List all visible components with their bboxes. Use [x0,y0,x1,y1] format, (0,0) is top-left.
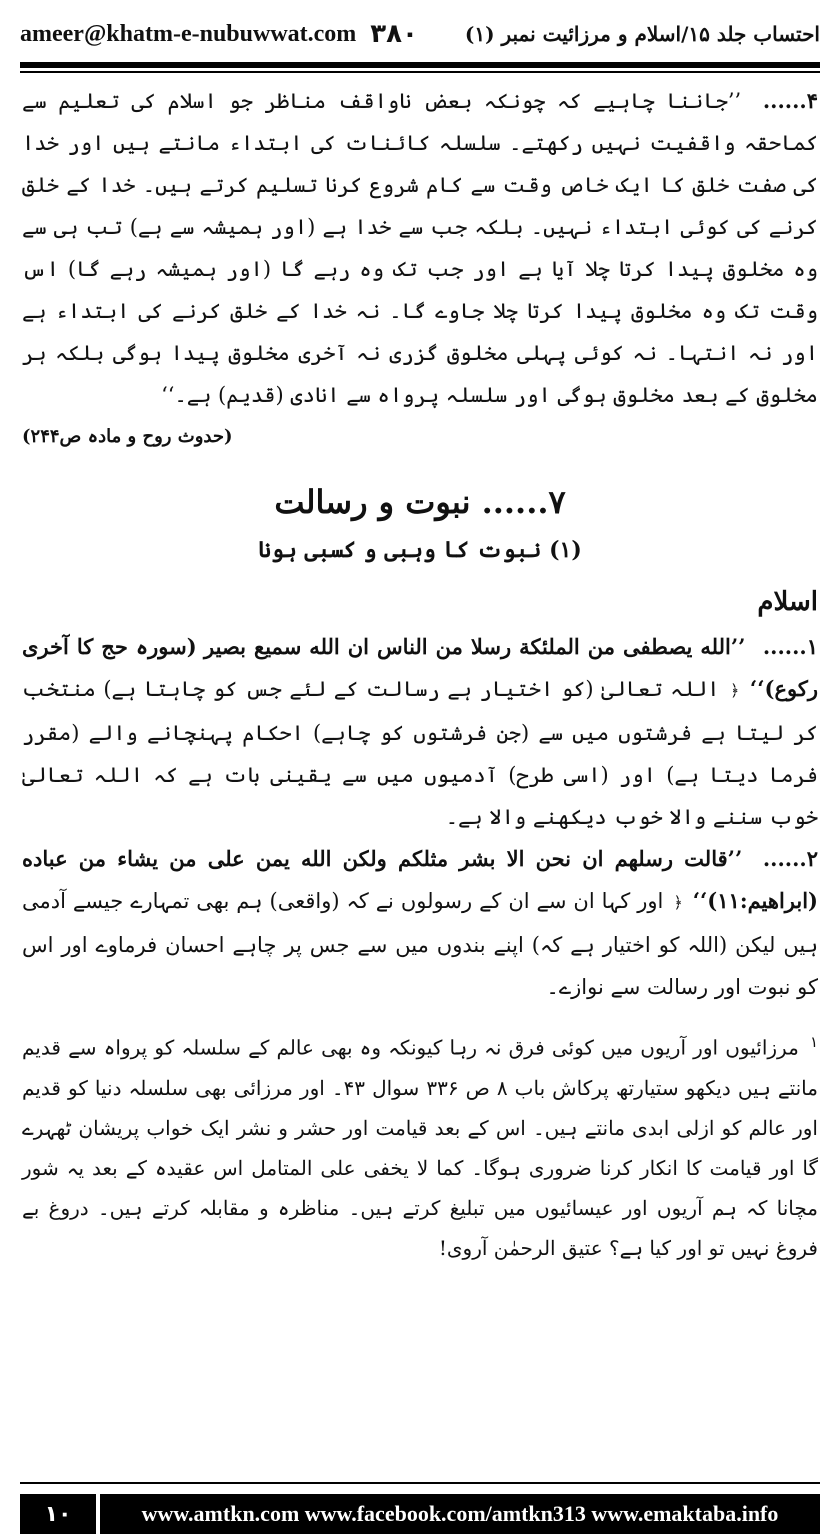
header-rule-thick [20,62,820,68]
item-1-arabic: ’’الله یصطفی من الملئكة رسلا من الناس ان الله سمیع بصیر [204,634,746,659]
section-subtitle: (۱) نبوت کا وہبی و کسبی ہونا [258,537,582,563]
quote-citation: (حدوث روح و مادہ ص۲۴۴) [22,426,233,447]
page-header [20,10,820,58]
quote-text: ’’جاننا چاہیے کہ چونکہ بعض ناواقف مناظر جو اسلام کی تعلیم سے کماحقہ واقفیت نہیں رکھتے۔ سلسلہ کائنات کی ابتداء مانتے ہیں اور خدا کی صفت خلق کا ایک خاص وقت سے کام شروع کرنا تسلیم کرتے ہیں۔ خدا کے خلق کرنے کی کوئی ابتداء نہیں۔ بلکہ جب سے خدا ہے (اور ہمیشہ سے ہے) تب ہی سے وہ مخلوق پیدا کرتا چلا آیا ہے اور جب تک وہ رہے گا (اور ہمیشہ رہے گا) اس وقت تک وہ مخلوق پیدا کرتا چلا جاوے گا۔ نہ خدا کے خلق کرنے کی ابتداء ہے اور نہ انتہا۔ نہ کوئی پہلی مخلوق گزری نہ آخری مخلوق پیدا ہوگی بلکہ ہر مخلوق کے بعد مخلوق ہوگی اور سلسلہ پرواہ سے انادی (قدیم) ہے۔‘‘ [22,89,818,407]
item-2-translation: اور کہا ان سے ان کے رسولوں نے کہ (واقعی) ہم بھی تمہارے جیسے آدمی ہیں لیکن (اللہ کو اختیار ہے کہ) اپنے بندوں میں سے جس پر چاہے احسان فرماوے اور اس کو نبوت اور رسالت سے نوازے۔ [22,889,818,999]
page-content [22,80,818,1268]
footnote-separator [22,1008,818,1022]
ornament-open-1: ﴿ [730,681,740,700]
item-1-reference: (سورہ حج کا آخری رکوع)‘‘ [22,634,818,701]
item-2-reference: (ابراهيم:۱۱)‘‘ [692,888,818,913]
footer-page-number: ۱۰ [20,1494,96,1534]
section-title: ۷...... نبوت و رسالت [274,483,566,521]
quote-paragraph [22,80,818,416]
item-1-number: ۱...... [762,634,818,659]
header-left [20,19,418,49]
item-1-translation: اللہ تعالیٰ (کو اختیار ہے رسالت کے لئے جس کو چاہتا ہے) منتخب کر لیتا ہے فرشتوں میں سے (جن فرشتوں کو چاہے) احکام پہنچانے والے (مقرر فرما دیتا ہے) اور (اسی طرح) آدمیوں میں سے یقینی بات ہے کہ اللہ تعالیٰ خوب سننے والا خوب دیکھنے والا ہے۔ [22,677,818,829]
item-1 [22,626,818,838]
section-heading: اسلام [757,587,818,617]
item-2-number: ۲...... [762,846,818,871]
header-rule-thin [20,71,820,73]
item-2-arabic: ’’قالت رسلهم ان نحن الا بشر مثلكم ولكن الله يمن على من يشاء من عباده [22,846,743,871]
footer-links[interactable]: www.amtkn.com www.facebook.com/amtkn313 www.emaktaba.info [100,1494,820,1534]
footnote-mark: ۱ [809,1033,818,1051]
header-email[interactable]: ameer@khatm-e-nubuwwat.com [20,20,357,47]
footer-rule [20,1482,820,1484]
footnote-text: مرزائیوں اور آریوں میں کوئی فرق نہ رہا کیونکہ وہ بھی عالم کے سلسلہ کو پرواہ سے قدیم مانتے ہیں دیکھو ستیارتھ پرکاش باب ۸ ص ۳۳۶ سوال ۴۳۔ اور مرزائی بھی سلسلہ دنیا کو قدیم اور عالم کو ازلی ابدی مانتے ہیں۔ اس کے بعد قیامت اور حشر و نشر ایک خواب پریشان ٹھہرے گا اور قیامت کا انکار کرنا ضروری ہوگا۔ کما لا یخفی علی المتامل اس عقیدہ کے بعد یہ شور مچانا کہ ہم آریوں اور عیسائیوں میں تبلیغ کرتے ہیں۔ مناظرہ و مقابلہ کرتے ہیں۔ دروغ بے فروغ نہیں تو اور کیا ہے؟ عتیق الرحمٰن آروی! [22,1035,818,1260]
header-title: احتساب جلد ۱۵/اسلام و مرزائیت نمبر (۱) [464,22,820,46]
quote-number: ۴...... [762,88,818,113]
item-2 [22,838,818,1008]
footnote [22,1022,818,1268]
ornament-open-2: ﴿ [673,893,683,912]
header-page-number: ۳۸۰ [370,19,418,49]
